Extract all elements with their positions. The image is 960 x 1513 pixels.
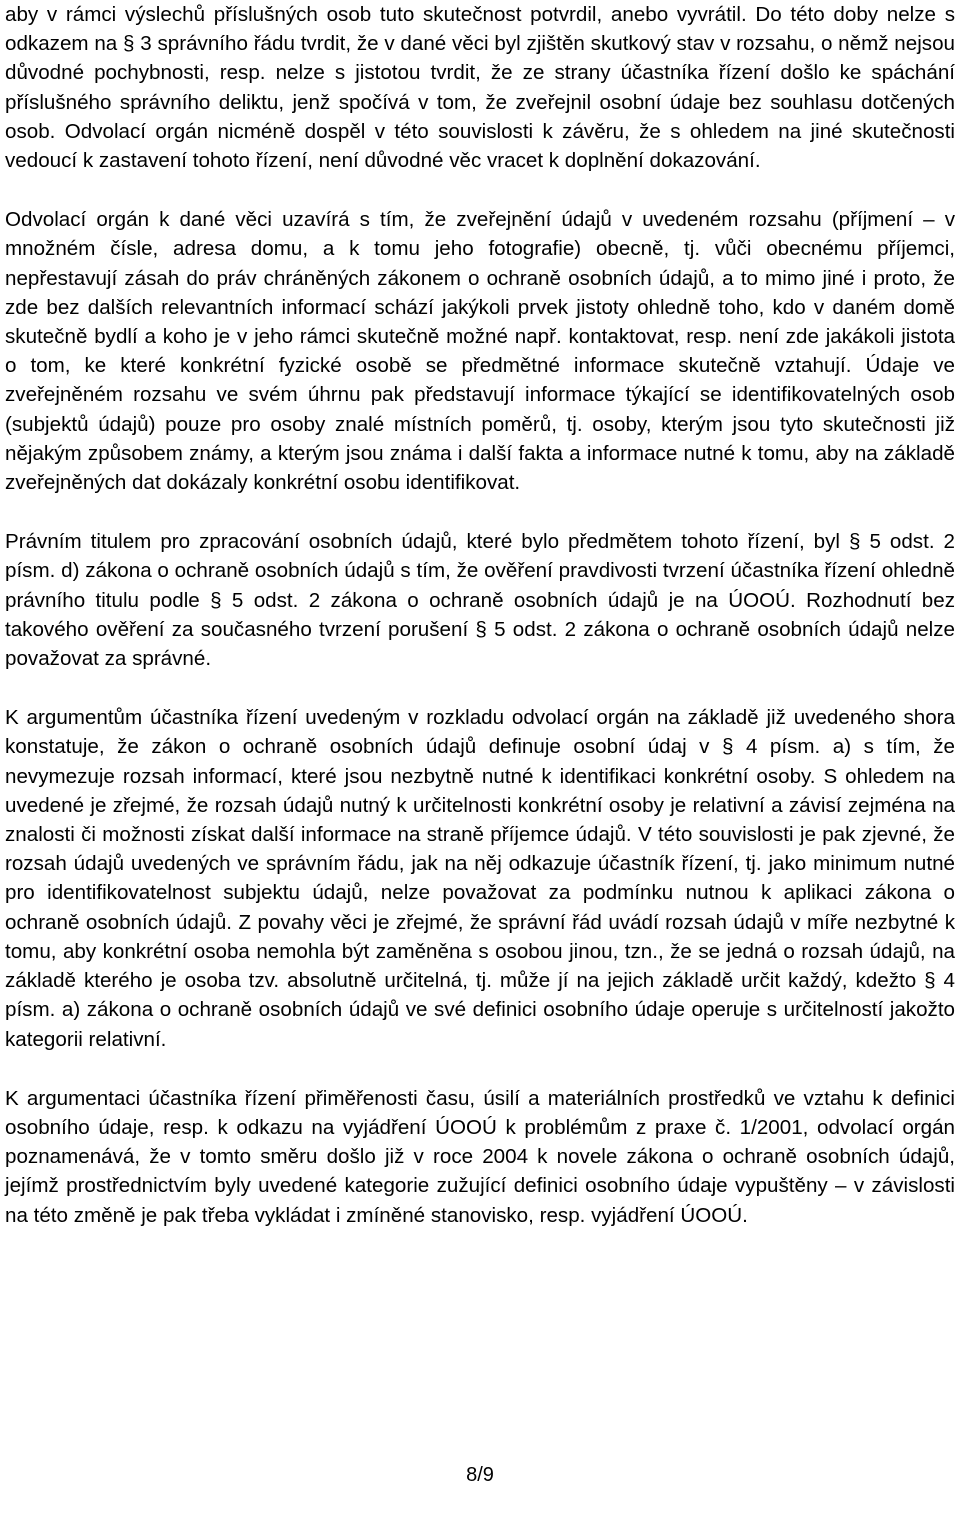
- paragraph-evidence-assessment: aby v rámci výslechů příslušných osob tuto skutečnost potvrdil, anebo vyvrátil. Do této doby nelze s odkazem na § 3 správního řádu tvrdit, že v dané věci byl zjištěn skutkový stav v rozsahu, o němž nejsou důvodné pochybnosti, resp. nelze s jistotou tvrdit, že ze strany účastníka řízení došlo ke spáchání příslušného správního deliktu, jenž spočívá v tom, že zveřejnil osobní údaje bez souhlasu dotčených osob. Odvolací orgán nicméně dospěl v této souvislosti k závěru, že s ohledem na jiné skutečnosti vedoucí k zastavení tohoto řízení, není důvodné věc vracet k doplnění dokazování.: [5, 3, 955, 173]
- paragraph-personal-data-definition: K argumentům účastníka řízení uvedeným v rozkladu odvolací orgán na základě již uvedeného shora konstatuje, že zákon o ochraně osobních údajů definuje osobní údaj v § 4 písm. a) s tím, že nevymezuje rozsah informací, které jsou nezbytně nutné k identifikaci konkrétní osoby. S ohledem na uvedené je zřejmé, že rozsah údajů nutný k určitelnosti konkrétní osoby je relativní a závisí zejména na znalosti či možnosti získat další informace na straně příjemce údajů. V této souvislosti je pak zjevné, že rozsah údajů uvedených ve správním řádu, jak na něj odkazuje účastník řízení, tj. jako minimum nutné pro identifikovatelnost subjektu údajů, nelze považovat za podmínku nutnou k aplikaci zákona o ochraně osobních údajů. Z povahy věci je zřejmé, že správní řád uvádí rozsah údajů v míře nezbytné k tomu, aby konkrétní osoba nemohla být zaměněna s osobou jinou, tzn., že se jedná o rozsah údajů, na základě kterého je osoba tzv. absolutně určitelná, tj. může jí na jejich základě určit každý, kdežto § 4 písm. a) zákona o ochraně osobních údajů ve své definici osobního údaje operuje s určitelností jakožto kategorii relativní.: [5, 706, 955, 1051]
- paragraph-legal-title: Právním titulem pro zpracování osobních údajů, které bylo předmětem tohoto řízení, byl § 5 odst. 2 písm. d) zákona o ochraně osobních údajů s tím, že ověření pravdivosti tvrzení účastníka řízení ohledně právního titulu podle § 5 odst. 2 zákona o ochraně osobních údajů je na ÚOOÚ. Rozhodnutí bez takového ověření za současného tvrzení porušení § 5 odst. 2 zákona o ochraně osobních údajů nelze považovat za správné.: [5, 530, 955, 671]
- page-number: 8/9: [466, 1464, 494, 1486]
- paragraph-conclusion: Odvolací orgán k dané věci uzavírá s tím, že zveřejnění údajů v uvedeném rozsahu (příjmení – v množném čísle, adresa domu, a k tomu jeho fotografie) obecně, tj. vůči obecnému příjemci, nepřestavují zásah do práv chráněných zákonem o ochraně osobních údajů, a to mimo jiné i proto, že zde bez dalších relevantních informací schází jakýkoli prvek jistoty ohledně toho, kdo v daném domě skutečně bydlí a koho je v jeho rámci skutečně možné např. kontaktovat, resp. není zde jakákoli jistota o tom, ke které konkrétní fyzické osobě se předmětné informace skutečně vztahují. Údaje ve zveřejněném rozsahu ve svém úhrnu pak představují informace týkající se identifikovatelných osob (subjektů údajů) pouze pro osoby znalé místních poměrů, tj. osoby, kterým jsou tyto skutečnosti již nějakým způsobem známy, a kterým jsou známa i další fakta a informace nutné k tomu, aby na základě zveřejněných dat dokázaly konkrétní osobu identifikovat.: [5, 208, 955, 495]
- document-body: [5, 0, 955, 1230]
- paragraph-proportionality-argument: K argumentaci účastníka řízení přiměřenosti času, úsilí a materiálních prostředků ve vztahu k definici osobního údaje, resp. k odkazu na vyjádření ÚOOÚ k problémům z praxe č. 1/2001, odvolací orgán poznamenává, že v tomto směru došlo již v roce 2004 k novele zákona o ochraně osobních údajů, jejímž prostřednictvím byly uvedené kategorie zužující definici osobního údaje vypuštěny – v závislosti na této změně je pak třeba vykládat i zmíněné stanovisko, resp. vyjádření ÚOOÚ.: [5, 1086, 955, 1227]
